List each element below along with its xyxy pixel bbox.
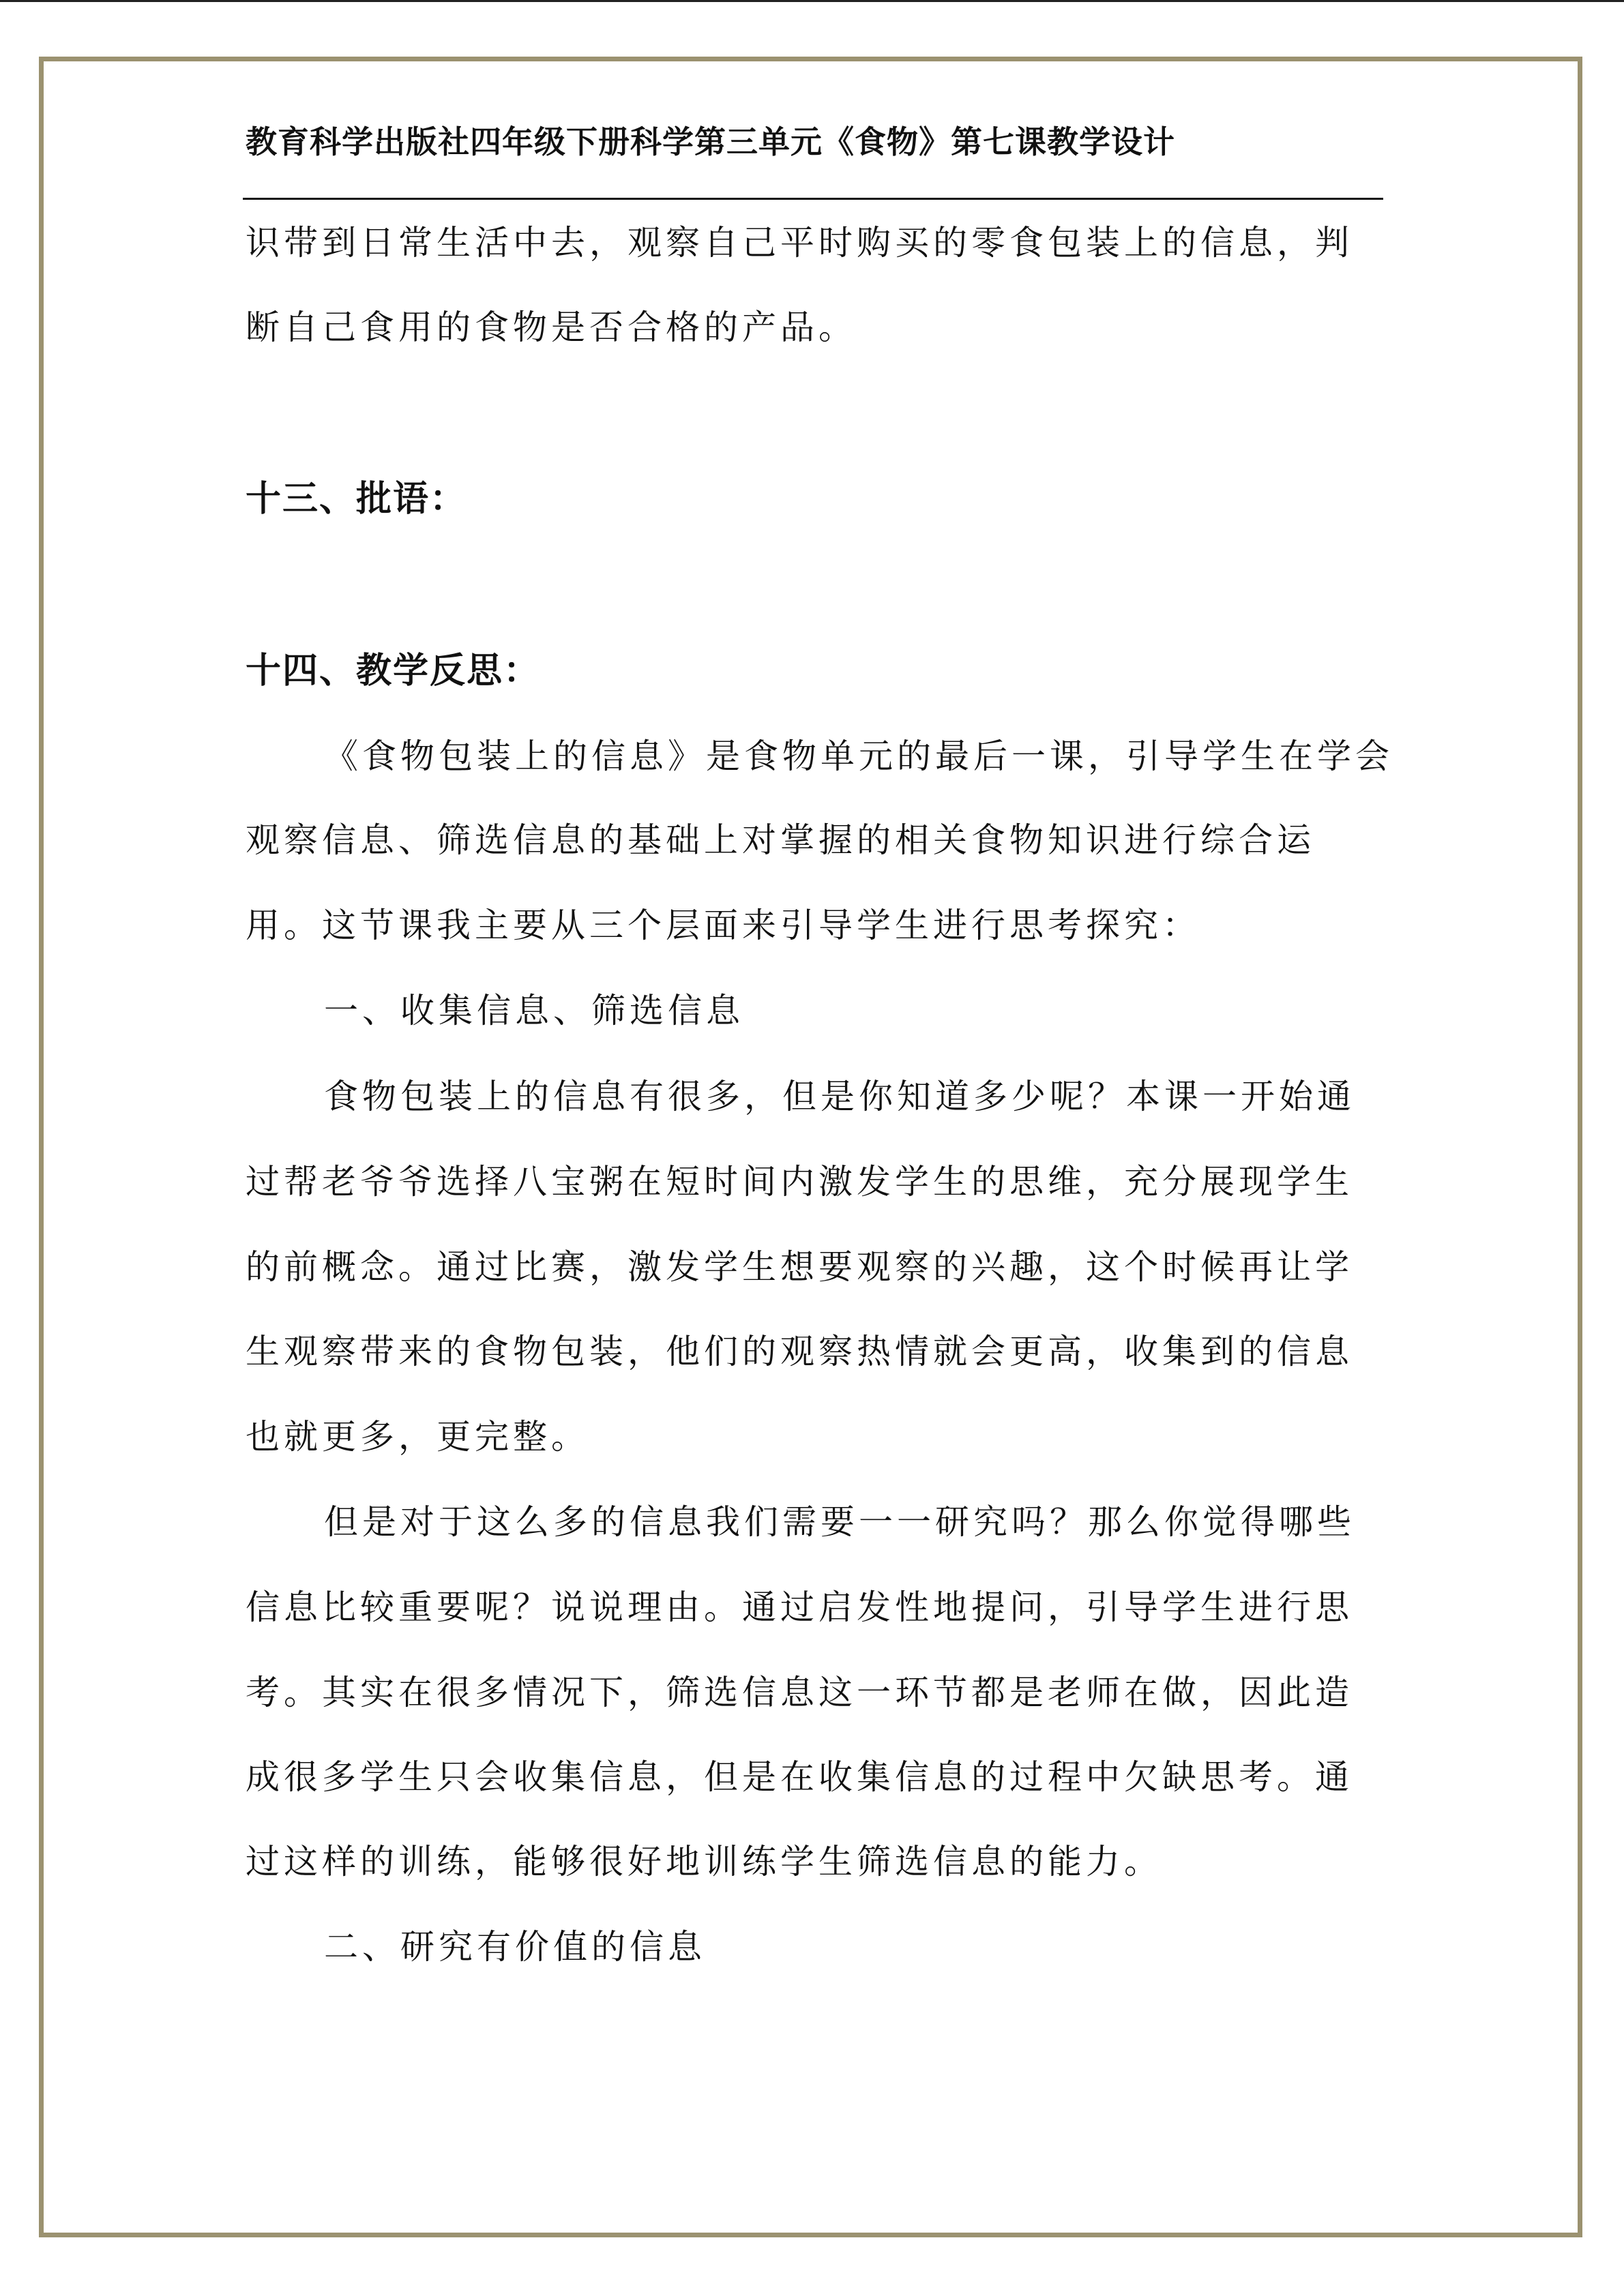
para3-line-4: 成很多学生只会收集信息，但是在收集信息的过程中欠缺思考。通 [246,1757,1353,1797]
intro-line-2: 断自己食用的食物是否合格的产品。 [246,308,857,347]
para3-line-5: 过这样的训练，能够很好地训练学生筛选信息的能力。 [246,1842,1162,1881]
intro-line-1: 识带到日常生活中去，观察自己平时购买的零食包装上的信息，判 [246,223,1353,263]
para1-line-3: 用。这节课我主要从三个层面来引导学生进行思考探究： [246,906,1200,945]
section-13-heading: 十三、批语： [246,478,467,520]
page-border [39,57,1582,2237]
header-divider [243,198,1383,200]
para2-line-3: 的前概念。通过比赛，激发学生想要观察的兴趣，这个时候再让学 [246,1247,1353,1287]
para2-line-1: 食物包装上的信息有很多，但是你知道多少呢？本课一开始通 [324,1077,1355,1116]
para3-line-2: 信息比较重要呢？说说理由。通过启发性地提问，引导学生进行思 [246,1587,1353,1627]
para1-line-2: 观察信息、筛选信息的基础上对掌握的相关食物知识进行综合运 [246,820,1315,860]
para3-line-1: 但是对于这么多的信息我们需要一一研究吗？那么你觉得哪些 [324,1502,1355,1542]
section-14-heading: 十四、教学反思： [246,650,541,691]
para2-line-2: 过帮老爷爷选择八宝粥在短时间内激发学生的思维，充分展现学生 [246,1162,1353,1202]
top-edge-rule [0,0,1624,2]
document-header-title: 教育科学出版社四年级下册科学第三单元《食物》第七课教学设计 [246,123,1175,160]
para2-line-4: 生观察带来的食物包装，他们的观察热情就会更高，收集到的信息 [246,1332,1353,1371]
subheading-collect-filter: 一、收集信息、筛选信息 [324,991,744,1030]
para2-line-5: 也就更多，更完整。 [246,1417,589,1457]
para3-line-3: 考。其实在很多情况下，筛选信息这一环节都是老师在做，因此造 [246,1673,1353,1712]
para1-line-1: 《食物包装上的信息》是食物单元的最后一课，引导学生在学会 [324,736,1393,776]
subheading-valuable-info: 二、研究有价值的信息 [324,1927,706,1967]
